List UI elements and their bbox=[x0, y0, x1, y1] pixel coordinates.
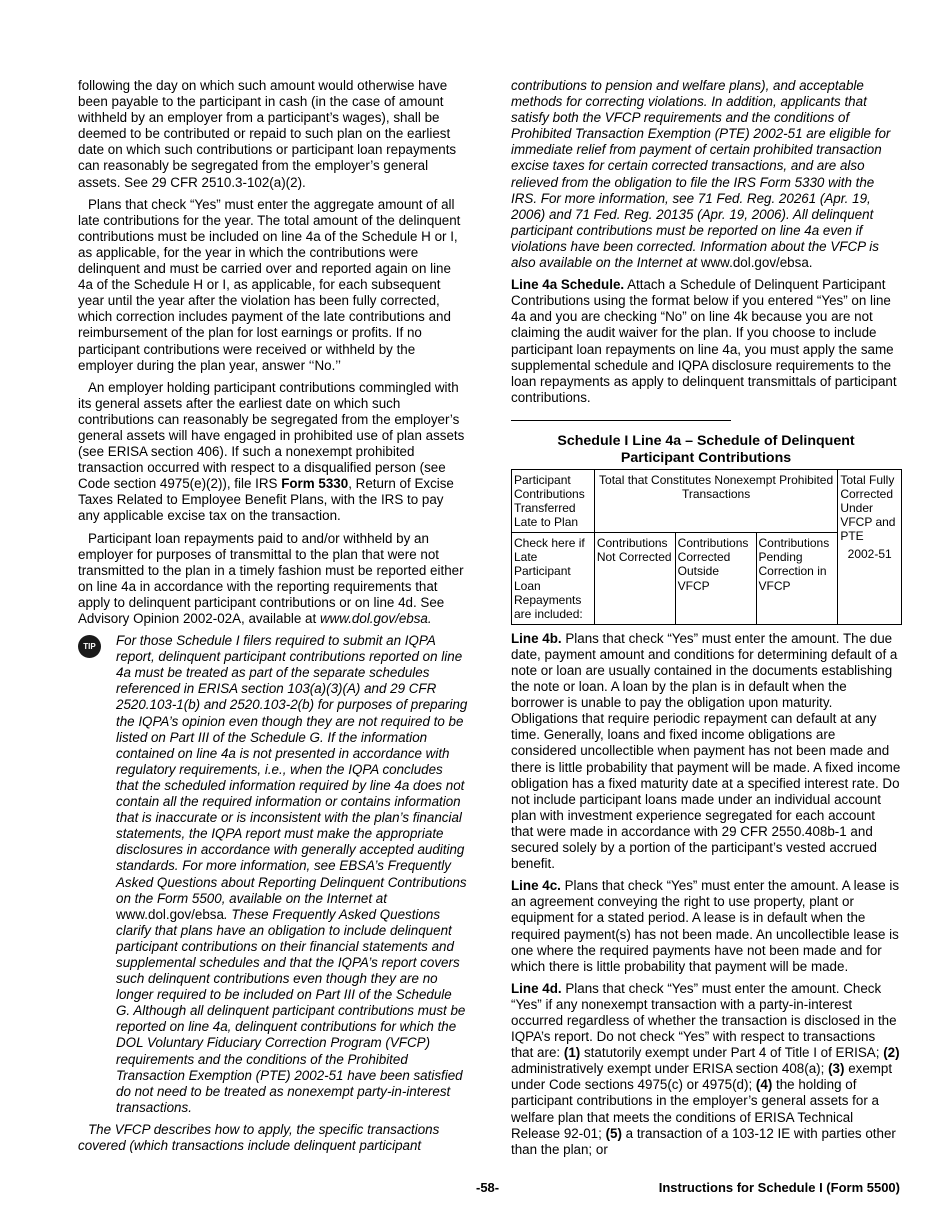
table-row bbox=[512, 469, 902, 532]
table-cell-fully-corrected bbox=[838, 469, 902, 624]
table-cell-transferred-late: Participant Contributions Transferred Late to Plan bbox=[512, 469, 595, 532]
ebsa-link[interactable]: www.dol.gov/ebsa. bbox=[319, 611, 432, 626]
paragraph-vfcp: The VFCP describes how to apply, the specific transactions covered (which transactions include delinquent participant bbox=[78, 1121, 440, 1153]
tip-text: . These Frequently Asked Questions clarify that plans have an obligation to include delinquent participant contributions on their financial statements and supplemental schedules and that the IQPA’s report covers such delinquent contributions even though they are no longer required to be included on Part III of the Schedule G. Although all delinquent participant contributions must be reported on line 4a, delinquent contributions for which the DOL Voluntary Fiduciary Correction Program (VFCP) requirements and the conditions of the Prohibited Transaction Exemption (PTE) 2002-51 have been satisfied do not need to be treated as nonexempt party-in-interest transactions. bbox=[116, 906, 466, 1115]
table-cell-pending-correction: Contributions Pending Correction in VFCP bbox=[756, 533, 838, 625]
schedule-title-line2: Participant Contributions bbox=[620, 449, 792, 466]
ebsa-link[interactable]: www.dol.gov/ebsa. bbox=[700, 255, 813, 271]
table-cell-nonexempt-group: Total that Constitutes Nonexempt Prohibited Transactions bbox=[594, 469, 837, 532]
left-column bbox=[78, 78, 468, 1160]
item-number: (5) bbox=[605, 1125, 622, 1141]
pte-label: 2002-51 bbox=[847, 547, 892, 562]
text-segment: statutorily exempt under Part 4 of Title I of ERISA; bbox=[583, 1045, 880, 1061]
paragraph-commingled-contributions bbox=[78, 380, 468, 525]
item-number: (3) bbox=[828, 1061, 845, 1077]
paragraph-late-contributions: Plans that check “Yes” must enter the aggregate amount of all late contributions for the year. The total amount of the delinquent contributions must be included on line 4a of the Schedule H or I, as applicable, for the year in which the contributions were delinquent and must be carried over and reported again on line 4a of the Schedule H or I, as applicable, for each subsequent year until the year after the violation has been fully corrected, which correction includes payment of the late contributions and reimbursement of the plan for lost earnings or profits. If no participant contributions were received or withheld by the employer during the plan year, answer ‘‘No.’’ bbox=[78, 196, 461, 373]
line-4a-heading: Line 4a Schedule. bbox=[511, 277, 625, 293]
text-segment: Participant loan repayments paid to and/or withheld by an employer for purposes of transmittal to the plan that were not transmitted to the plan in a timely fashion must be reported either on line 4a in accordance with the reporting requirements that apply to delinquent participant contributions or on line 4d. See Advisory Opinion 2002-02A, available at bbox=[78, 530, 464, 626]
text-segment: administratively exempt under ERISA section 408(a); bbox=[511, 1061, 825, 1077]
page-number: -58- bbox=[476, 1180, 500, 1195]
item-number: (4) bbox=[755, 1077, 773, 1093]
paragraph-line-4c bbox=[511, 878, 901, 975]
line-4d-heading: Line 4d. bbox=[511, 980, 562, 996]
tip-icon: TIP bbox=[78, 635, 101, 658]
ebsa-link[interactable]: www.dol.gov/ebsa bbox=[116, 906, 224, 922]
divider-rule bbox=[511, 420, 731, 421]
form-5330-bold: Form 5330 bbox=[281, 476, 349, 492]
paragraph-contribution-timing: following the day on which such amount would otherwise have been payable to the participant in cash (in the case of amount withheld by an employer from a participant’s wages), shall be deemed to be contributed or repaid to such plan on the earliest date on which such contributions or participant loan repayments can reasonably be segregated from the employer’s general assets. See 29 CFR 2510.3-102(a)(2). bbox=[78, 78, 457, 190]
text-segment: contributions to pension and welfare plans), and acceptable methods for correcting violations. In addition, applicants that satisfy both the VFCP requirements and the conditions of Prohibited Transaction Exemption (PTE) 2002-51 are eligible for immediate relief from payment of certain prohibited transaction excise taxes for certain corrected transactions, and are also relieved from the obligation to file the IRS Form 5330 with the IRS. For more information, see 71 Fed. Reg. 20261 (Apr. 19, 2006) and 71 Fed. Reg. 20135 (Apr. 19, 2006). All delinquent participant contributions must be reported on line 4a even if violations have been corrected. Information about the VFCP is also available on the Internet at bbox=[511, 78, 891, 271]
item-number: (2) bbox=[883, 1045, 900, 1061]
table-cell-corrected-outside-vfcp: Contributions Corrected Outside VFCP bbox=[675, 533, 756, 625]
table-cell-not-corrected: Contributions Not Corrected bbox=[594, 533, 675, 625]
fully-corrected-label: Total Fully Corrected Under VFCP and PTE bbox=[840, 472, 896, 544]
line-4a-text: Attach a Schedule of Delinquent Participant Contributions using the format below if you entered “Yes” on line 4a and you are checking “No” on line 4k because you are not claiming the audit waiver for the plan. If you choose to include participant loan repayments on line 4a, you must apply the same supplemental schedule and IQPA disclosure requirements to the loan repayments as apply to delinquent transmittals of participant contributions. bbox=[511, 277, 897, 405]
text-segment: An employer holding participant contributions commingled with its general assets after the earliest date on which such contributions can reasonably be segregated from the employer’s general assets will have engaged in prohibited use of plan assets (see ERISA section 406). If such a nonexempt prohibited transaction occurred with respect to a disqualified person (see Code section 4975(e)(2)), file IRS bbox=[78, 379, 465, 492]
text-segment: exempt under Code sections 4975(c) or 4975(d); bbox=[511, 1061, 893, 1093]
tip-box bbox=[78, 633, 468, 1116]
tip-text: For those Schedule I filers required to submit an IQPA report, delinquent participant contributions reported on line 4a must be treated as part of the separate schedules referenced in ERISA section 103(a)(3)(A) and 29 CFR 2520.103-1(b) and 2520.103-2(b) for purposes of preparing the IQPA’s opinion even though they are not required to be listed on Part III of the Schedule G. If the information contained on line 4a is not presented in accordance with regulatory requirements, i.e., when the IQPA concludes that the scheduled information required by line 4a does not contain all the required information or contains information that is inaccurate or is inconsistent with the plan’s financial statements, the IQPA report must make the appropriate disclosures in accordance with generally accepted auditing standards. For more information, see EBSA’s Frequently Asked Questions about Reporting Delinquent Contributions on the Form 5500, available on the Internet at bbox=[116, 633, 468, 906]
text-segment: Plans that check “Yes” must enter the amount. Check “Yes” if any nonexempt transaction with a party-in-interest occurred regardless of whether the transaction is disclosed in the IQPA’s report. Do not check “Yes” with respect to transactions that are: bbox=[511, 980, 897, 1061]
paragraph-loan-repayments bbox=[78, 531, 468, 628]
item-number: (1) bbox=[563, 1045, 581, 1061]
paragraph-line-4a bbox=[511, 277, 901, 406]
schedule-title bbox=[511, 433, 901, 467]
line-4b-heading: Line 4b. bbox=[511, 630, 562, 646]
text-segment: , Return of Excise Taxes Related to Employee Benefit Plans, with the IRS to pay any applicable excise tax on the transaction. bbox=[78, 476, 454, 524]
line-4b-text: Plans that check “Yes” must enter the amount. The due date, payment amount and conditions for determining default of a note or loan are usually contained in the documents establishing the note or loan. A loan by the plan is in default when the borrower is unable to pay the obligation upon maturity. Obligations that require periodic repayment can default at any time. Generally, loans and fixed income obligations are considered uncollectible when payment has not been made and there is little probability that payment will be made. A fixed income obligation has a fixed maturity date at a specified interest rate. Do not include participant loans made under an individual account plan with investment experience segregated for each account that were made in accordance with 29 CFR 2550.408b-1 and secured solely by a portion of the participant’s vested accrued benefit. bbox=[511, 630, 901, 872]
paragraph-line-4b bbox=[511, 631, 901, 872]
text-segment: a transaction of a 103-12 IE with parties other than the plan; or bbox=[511, 1125, 896, 1157]
paragraph-vfcp-continued bbox=[511, 78, 901, 271]
line-4c-heading: Line 4c. bbox=[511, 878, 561, 894]
right-column bbox=[511, 78, 901, 1164]
text-segment: the holding of participant contributions in the employer’s general assets for a welfare plan that meets the conditions of ERISA Technical Release 92-01; bbox=[511, 1077, 879, 1141]
footer-doc-title: Instructions for Schedule I (Form 5500) bbox=[658, 1180, 900, 1195]
schedule-table bbox=[511, 469, 902, 625]
line-4c-text: Plans that check “Yes” must enter the amount. A lease is an agreement conveying the right to use property, plant or equipment for a stated period. A lease is in default when the required payment(s) has not been made. An uncollectible lease is one where the required payments have not been made and for which there is little probability that payment will be made. bbox=[511, 878, 900, 974]
schedule-title-line1: Schedule I Line 4a – Schedule of Delinquent bbox=[557, 432, 855, 449]
table-cell-loan-repayments-check: Check here if Late Participant Loan Repayments are included: bbox=[512, 533, 595, 625]
paragraph-line-4d bbox=[511, 981, 901, 1158]
